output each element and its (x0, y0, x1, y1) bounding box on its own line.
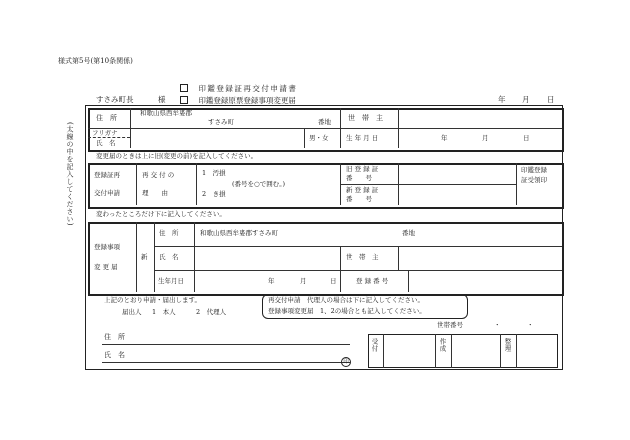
new-card-label-1: 新 登 録 証 (346, 186, 379, 194)
stamp-accept-label: 受付 (370, 338, 379, 352)
change-birth-day: 日 (330, 277, 337, 285)
recipient-sama: 様 (158, 95, 166, 104)
receipt-seal-label-1: 印鑑登録 (521, 166, 547, 174)
checkbox-reissue[interactable] (180, 84, 188, 92)
applicant-birth-day: 日 (523, 134, 530, 142)
applicant-householder-label: 世 帯 主 (348, 114, 383, 122)
title-reissue: 印鑑登録証再交付申請書 (198, 84, 298, 93)
receipt-seal-label-2: 証受領印 (521, 176, 547, 184)
applicant-name-label: 氏 名 (96, 139, 116, 147)
proxy-address-line[interactable] (102, 344, 350, 345)
applicant-address-label: 住 所 (96, 114, 117, 122)
change-address-value: 和歌山県西牟婁郡すさみ町 (200, 229, 278, 237)
proxy-address-label: 住 所 (104, 333, 125, 341)
change-new-label: 新 (141, 253, 148, 261)
checkbox-change[interactable] (180, 96, 188, 104)
applicant-furigana-label: フリガナ (92, 129, 118, 137)
date-year: 年 (498, 95, 506, 104)
filer-option-1[interactable]: 1 本人 (152, 308, 176, 316)
change-address-label: 住 所 (159, 229, 179, 237)
title-line-1 (180, 84, 297, 93)
change-birth-year: 年 (268, 277, 275, 285)
applicant-banchi: 番地 (318, 118, 331, 126)
change-birth-label: 生年月日 (158, 277, 184, 285)
new-card-label-2: 番 号 (346, 195, 372, 203)
old-card-label-2: 番 号 (346, 174, 372, 182)
change-name-label: 氏 名 (159, 253, 179, 261)
applicant-birth-label: 生 年 月 日 (346, 134, 379, 142)
reissue-reason-2[interactable]: 2 き損 (202, 190, 226, 198)
date-day: 日 (547, 95, 555, 104)
household-number-dot-2: ・ (527, 321, 534, 329)
applicant-address-town: すさみ町 (208, 118, 234, 126)
change-note: 変更届のときは上に旧(変更の前)を記入してください。 (96, 152, 258, 160)
reissue-label-2: 交付申請 (94, 189, 120, 197)
change-reg-number-label: 登 録 番 号 (356, 277, 389, 285)
household-number-label: 世帯番号 (437, 321, 463, 329)
stamp-create-label: 作成 (438, 338, 447, 352)
proxy-name-label: 氏 名 (104, 351, 125, 359)
proxy-note-1: 再交付申請 代理人の場合は下に記入してください。 (268, 296, 424, 304)
title-line-2 (180, 96, 296, 105)
form-number: 様式第5号(第10条関係) (58, 57, 133, 65)
title-change: 印鑑登録原票登録事項変更届 (198, 96, 296, 105)
applicant-address-prefecture: 和歌山県西牟婁郡 (140, 109, 192, 117)
applicant-birth-year: 年 (441, 134, 448, 142)
filer-option-2[interactable]: 2 代理人 (196, 308, 227, 316)
filer-label: 届出人 (122, 308, 142, 316)
household-number-dot-1: ・ (494, 321, 501, 329)
reissue-reason-label-1: 再 交 付 の (142, 171, 175, 179)
applicant-sex[interactable]: 男・女 (309, 134, 329, 142)
proxy-name-line[interactable] (102, 362, 350, 363)
seal-icon: 印 (341, 357, 351, 367)
side-note: (太線の中を記入してください) (66, 122, 74, 226)
reissue-reason-hint: (番号を○で囲む。) (232, 180, 285, 188)
reissue-label-1: 登録証再 (94, 171, 120, 179)
office-stamp-box (368, 334, 558, 368)
declaration-line-1: 上記のとおり申請・届出します。 (104, 296, 201, 304)
reissue-block (88, 163, 564, 209)
date-month: 月 (522, 95, 530, 104)
change-label-2: 変 更 届 (94, 263, 118, 271)
stamp-arrange-label: 整理 (503, 338, 512, 352)
old-card-label-1: 旧 登 録 証 (346, 165, 379, 173)
change-birth-month: 月 (300, 277, 307, 285)
change-banchi: 番地 (402, 229, 415, 237)
change-householder-label: 世 帯 主 (346, 253, 379, 261)
seal-mark (341, 350, 351, 367)
reissue-reason-1[interactable]: 1 汚損 (202, 169, 226, 177)
reissue-reason-label-2: 理 由 (142, 189, 168, 197)
changed-note: 変わったところだけ下に記入してください。 (96, 210, 226, 218)
applicant-birth-month: 月 (482, 134, 489, 142)
recipient-mayor: すさみ町長 (96, 95, 134, 104)
change-label-1: 登録事項 (94, 243, 120, 251)
proxy-note-2: 登録事項変更届 1、2の場合とも記入してください。 (268, 307, 426, 315)
